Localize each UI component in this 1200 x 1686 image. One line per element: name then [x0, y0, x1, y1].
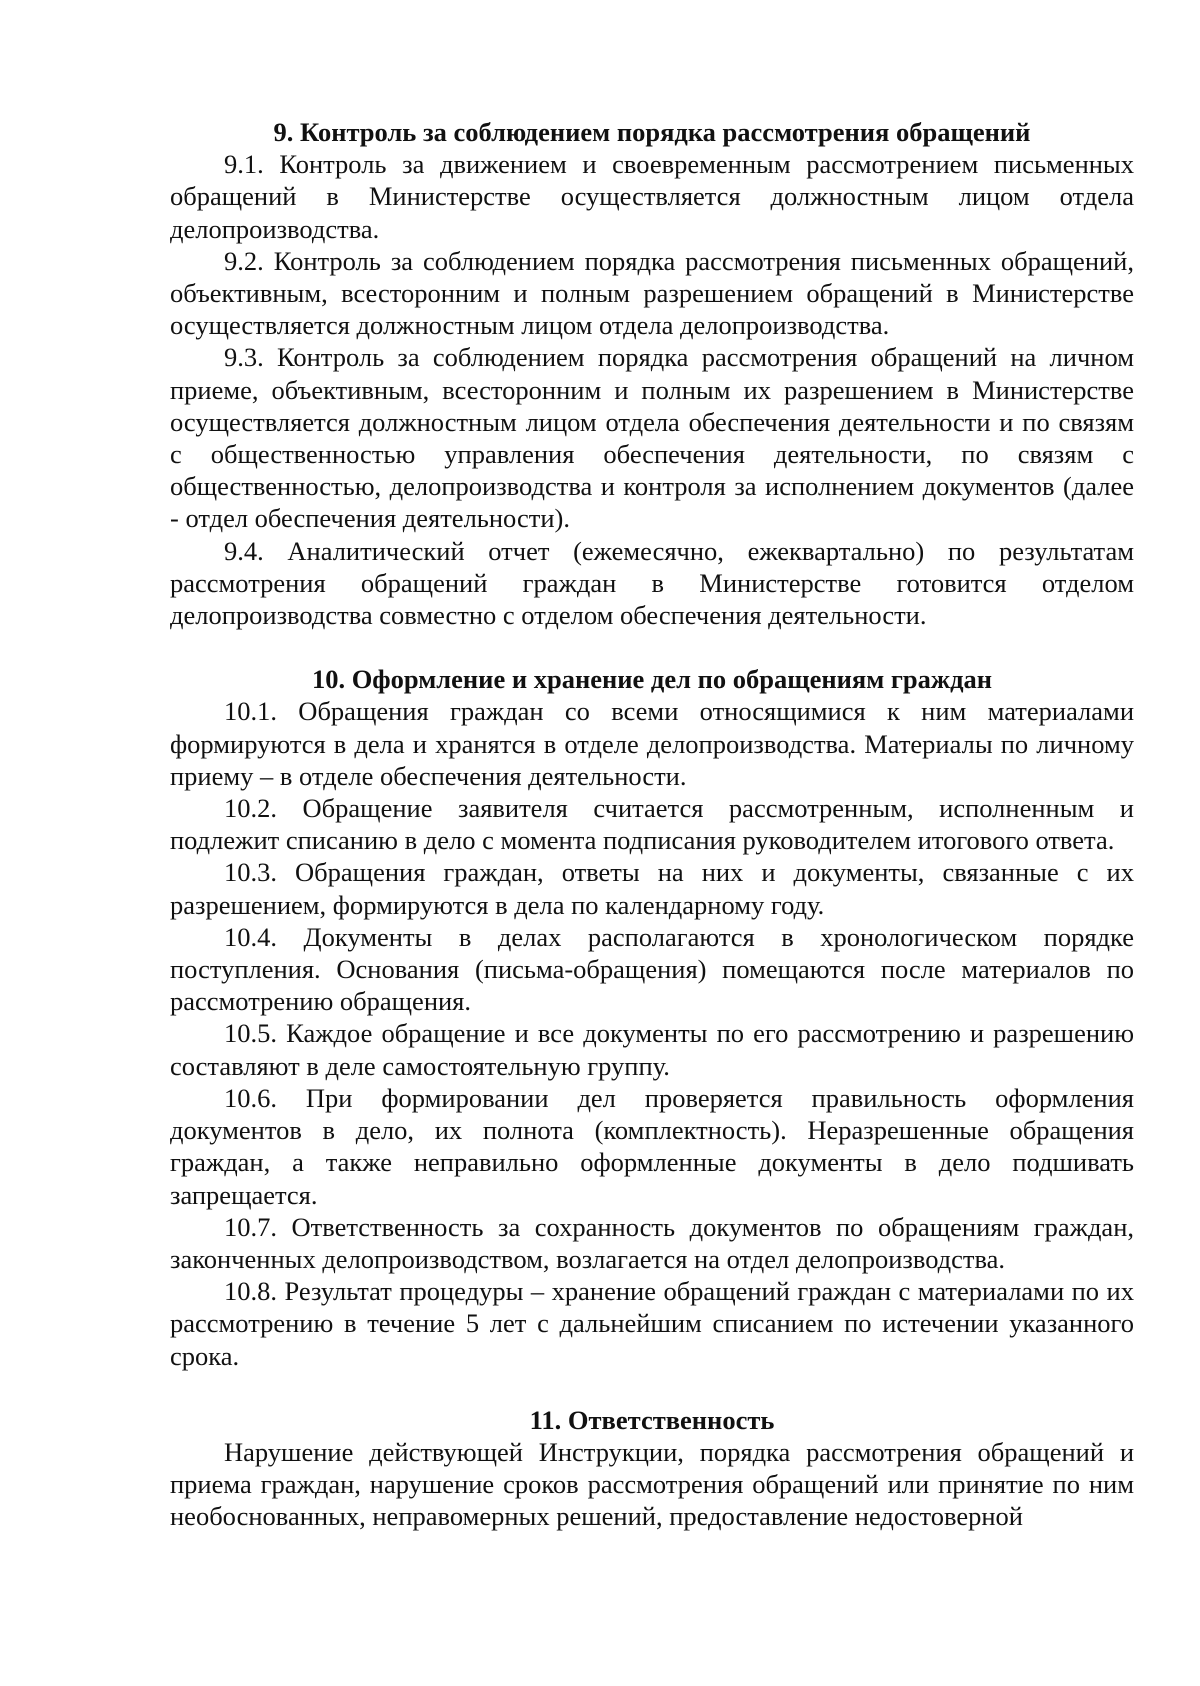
- paragraph-10-8: 10.8. Результат процедуры – хранение обращений граждан с материалами по их рассмотрению в течение 5 лет с дальнейшим списанием по истечении указанного срока.: [170, 1276, 1134, 1371]
- section-heading: 9. Контроль за соблюдением порядка рассмотрения обращений: [273, 117, 1031, 147]
- section-spacer: [170, 631, 1134, 663]
- section-10: [170, 663, 1134, 1371]
- paragraph-10-2: 10.2. Обращение заявителя считается рассмотренным, исполненным и подлежит списанию в дело с момента подписания руководителем итогового ответа.: [170, 793, 1134, 856]
- document-page: [170, 116, 1134, 1533]
- paragraph-9-4: 9.4. Аналитический отчет (ежемесячно, ежеквартально) по результатам рассмотрения обращений граждан в Министерстве готовится отделом делопроизводства совместно с отделом обеспечения деятельности.: [170, 535, 1134, 631]
- paragraph-10-5: 10.5. Каждое обращение и все документы по его рассмотрению и разрешению составляют в деле самостоятельную группу.: [170, 1018, 1134, 1081]
- paragraph-10-3: 10.3. Обращения граждан, ответы на них и документы, связанные с их разрешением, формируются в дела по календарному году.: [170, 857, 1134, 920]
- paragraph-10-1: 10.1. Обращения граждан со всеми относящимися к ним материалами формируются в дела и хранятся в отделе делопроизводства. Материалы по личному приему – в отделе обеспечения деятельности.: [170, 696, 1134, 791]
- paragraph-11-1: Нарушение действующей Инструкции, порядка рассмотрения обращений и приема граждан, нарушение сроков рассмотрения обращений или принятие по ним необоснованных, неправомерных решений, предоставление недостоверной: [170, 1436, 1134, 1532]
- section-heading: 11. Ответственность: [529, 1404, 775, 1435]
- section-9: [170, 116, 1134, 631]
- section-11: [170, 1404, 1134, 1533]
- paragraph-9-1: 9.1. Контроль за движением и своевременным рассмотрением письменных обращений в Министерстве осуществляется должностным лицом отдела делопроизводства.: [170, 149, 1134, 244]
- paragraph-10-6: 10.6. При формировании дел проверяется правильность оформления документов в дело, их полнота (комплектность). Неразрешенные обращения граждан, а также неправильно оформленные документы в дело подшивать запрещается.: [170, 1082, 1134, 1210]
- section-heading: 10. Оформление и хранение дел по обращениям граждан: [311, 664, 993, 695]
- paragraph-9-2: 9.2. Контроль за соблюдением порядка рассмотрения письменных обращений, объективным, всесторонним и полным разрешением обращений в Министерстве осуществляется должностным лицом отдела делопроизводства.: [170, 245, 1134, 341]
- section-spacer: [170, 1372, 1134, 1404]
- paragraph-10-4: 10.4. Документы в делах располагаются в хронологическом порядке поступления. Основания (письма-обращения) помещаются после материалов по рассмотрению обращения.: [170, 921, 1134, 1017]
- paragraph-10-7: 10.7. Ответственность за сохранность документов по обращениям граждан, законченных делопроизводством, возлагается на отдел делопроизводства.: [170, 1211, 1134, 1274]
- paragraph-9-3: 9.3. Контроль за соблюдением порядка рассмотрения обращений на личном приеме, объективным, всесторонним и полным их разрешением в Министерстве осуществляется должностным лицом отдела обеспечения деятельности и по связям с общественностью управления обеспечения деятельности, по связям с общественностью, делопроизводства и контроля за исполнением документов (далее - отдел обеспечения деятельности).: [170, 342, 1134, 534]
